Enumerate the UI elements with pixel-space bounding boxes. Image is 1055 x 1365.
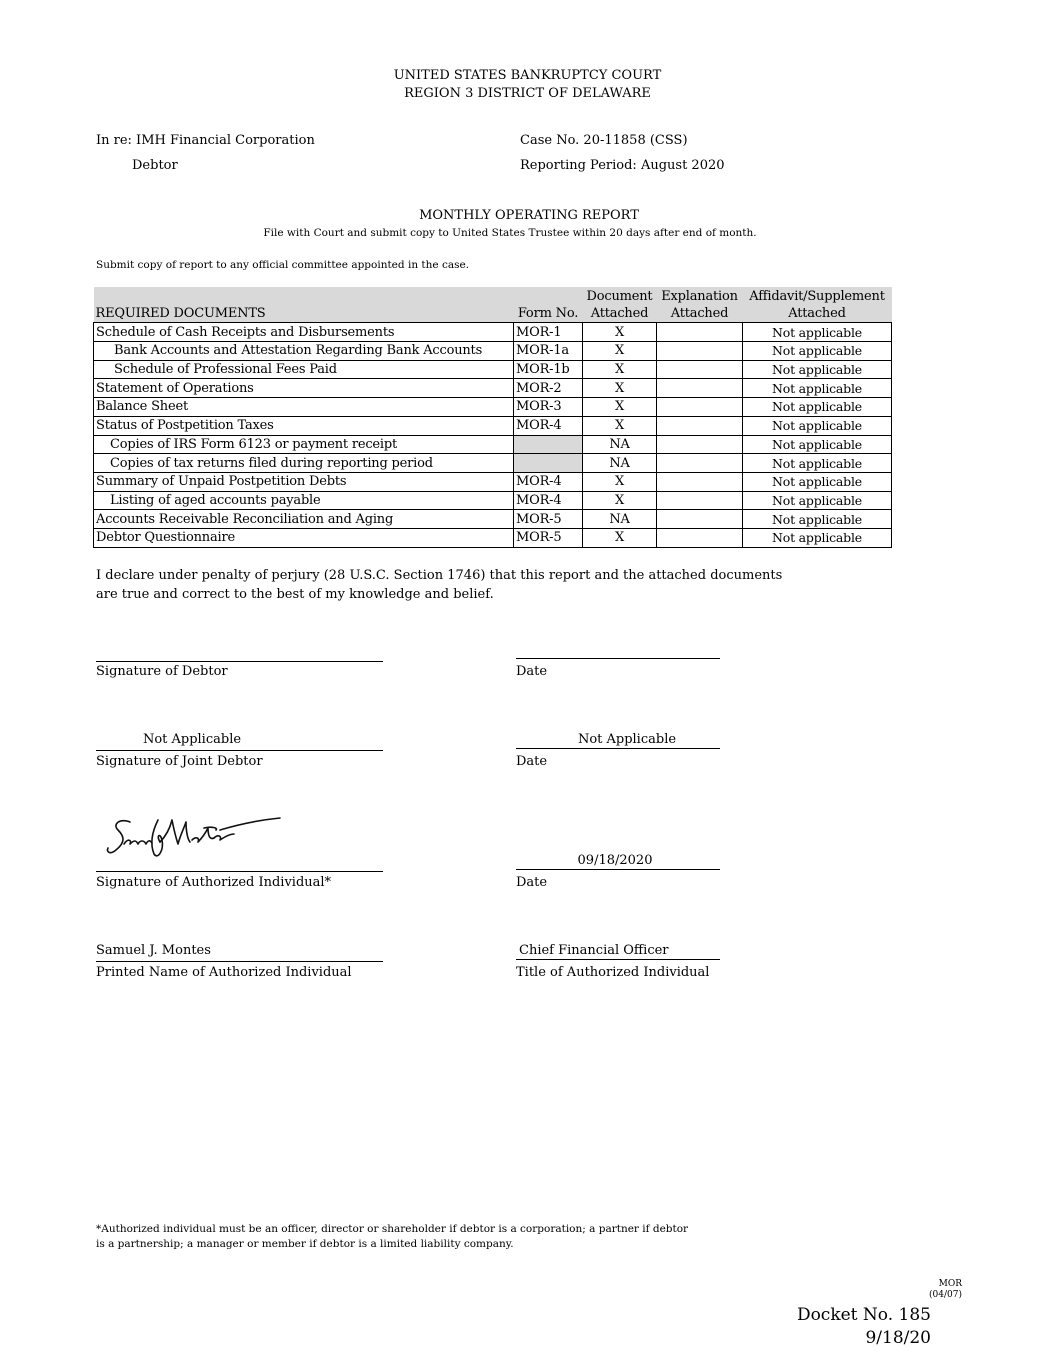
row-document-name: Status of Postpetition Taxes [94, 416, 514, 435]
row-affidavit-attached: Not applicable [743, 491, 892, 510]
table-row [94, 472, 892, 491]
row-document-name: Accounts Receivable Reconciliation and Aging [94, 510, 514, 529]
joint-signature-value: Not Applicable [142, 732, 242, 747]
row-affidavit-attached: Not applicable [743, 472, 892, 491]
row-document-name: Schedule of Professional Fees Paid [94, 360, 514, 379]
row-document-attached: NA [583, 454, 657, 473]
row-document-attached: X [583, 416, 657, 435]
table-row [94, 416, 892, 435]
printed-name-value: Samuel J. Montes [96, 943, 211, 958]
table-row [94, 323, 892, 342]
row-explanation-attached [657, 491, 743, 510]
row-document-attached: NA [583, 435, 657, 454]
row-explanation-attached [657, 528, 743, 547]
row-document-name: Balance Sheet [94, 398, 514, 417]
in-re: In re: IMH Financial Corporation [96, 133, 315, 148]
row-document-attached: X [583, 323, 657, 342]
row-affidavit-attached: Not applicable [743, 510, 892, 529]
header-affidavit: Affidavit/Supplement [749, 288, 885, 304]
reporting-period: Reporting Period: August 2020 [520, 158, 725, 173]
debtor-date-line [516, 658, 720, 659]
title-line [516, 959, 720, 960]
joint-signature-line [96, 750, 383, 751]
footnote-line-2: is a partnership; a manager or member if debtor is a limited liability company. [96, 1238, 514, 1250]
report-title: MONTHLY OPERATING REPORT [419, 208, 639, 223]
debtor-date-label: Date [516, 664, 548, 679]
header-document: Document [586, 288, 653, 304]
joint-date-label: Date [516, 754, 548, 769]
table-row [94, 510, 892, 529]
row-form-no: MOR-4 [514, 416, 583, 435]
row-affidavit-attached: Not applicable [743, 360, 892, 379]
row-explanation-attached [657, 472, 743, 491]
printed-name-line [96, 961, 383, 962]
row-explanation-attached [657, 454, 743, 473]
joint-date-line [516, 748, 720, 749]
row-affidavit-attached: Not applicable [743, 379, 892, 398]
row-explanation-attached [657, 435, 743, 454]
debtor-label: Debtor [132, 158, 178, 173]
header-form-no: Form No. [517, 306, 579, 322]
row-document-name: Summary of Unpaid Postpetition Debts [94, 472, 514, 491]
form-code: MOR [938, 1279, 962, 1289]
row-document-name: Listing of aged accounts payable [94, 491, 514, 510]
table-row [94, 360, 892, 379]
row-form-no: MOR-4 [514, 491, 583, 510]
debtor-signature-label: Signature of Debtor [96, 664, 228, 679]
row-document-name: Statement of Operations [94, 379, 514, 398]
row-affidavit-attached: Not applicable [743, 323, 892, 342]
declaration-line-1: I declare under penalty of perjury (28 U.S.C. Section 1746) that this report and the attached documents [96, 568, 783, 583]
row-document-attached: NA [583, 510, 657, 529]
row-explanation-attached [657, 360, 743, 379]
row-explanation-attached [657, 379, 743, 398]
title-label: Title of Authorized Individual [516, 965, 710, 980]
header-document-attached: Attached [590, 306, 649, 322]
row-explanation-attached [657, 323, 743, 342]
authorized-date-label: Date [516, 875, 548, 890]
joint-date-value: Not Applicable [577, 732, 677, 747]
declaration-line-2: are true and correct to the best of my knowledge and belief. [96, 587, 494, 602]
authorized-signature-line [96, 871, 383, 872]
authorized-date-value: 09/18/2020 [577, 853, 653, 868]
title-value: Chief Financial Officer [519, 943, 669, 958]
table-row [94, 454, 892, 473]
row-affidavit-attached: Not applicable [743, 342, 892, 361]
row-document-attached: X [583, 398, 657, 417]
table-header-row-top [94, 287, 892, 305]
row-form-no: MOR-1b [514, 360, 583, 379]
joint-signature-label: Signature of Joint Debtor [96, 754, 263, 769]
table-row [94, 379, 892, 398]
row-affidavit-attached: Not applicable [743, 454, 892, 473]
row-form-no: MOR-2 [514, 379, 583, 398]
committee-note: Submit copy of report to any official committee appointed in the case. [96, 259, 470, 271]
report-instruction: File with Court and submit copy to United States Trustee within 20 days after end of month. [263, 227, 757, 239]
row-document-name: Debtor Questionnaire [94, 528, 514, 547]
table-row [94, 435, 892, 454]
header-affidavit-attached: Attached [788, 306, 846, 322]
authorized-date-line [516, 869, 720, 870]
table-row [94, 398, 892, 417]
header-explanation-attached: Attached [670, 306, 729, 322]
row-document-name: Copies of IRS Form 6123 or payment receipt [94, 435, 514, 454]
row-form-no: MOR-4 [514, 472, 583, 491]
handwritten-signature [100, 810, 290, 865]
row-form-no: MOR-1 [514, 323, 583, 342]
row-form-no: MOR-3 [514, 398, 583, 417]
required-documents-table [93, 287, 892, 548]
row-document-attached: X [583, 342, 657, 361]
row-document-attached: X [583, 528, 657, 547]
row-form-no: MOR-5 [514, 510, 583, 529]
row-document-attached: X [583, 360, 657, 379]
row-explanation-attached [657, 510, 743, 529]
row-affidavit-attached: Not applicable [743, 416, 892, 435]
header-required-documents: REQUIRED DOCUMENTS [95, 306, 266, 322]
case-number: Case No. 20-11858 (CSS) [520, 133, 688, 148]
authorized-signature-label: Signature of Authorized Individual* [96, 875, 332, 890]
form-revision: (04/07) [929, 1290, 962, 1300]
court-name: UNITED STATES BANKRUPTCY COURT [393, 68, 662, 83]
docket-number: Docket No. 185 [796, 1305, 931, 1325]
row-document-name: Copies of tax returns filed during reporting period [94, 454, 514, 473]
row-explanation-attached [657, 342, 743, 361]
table-row [94, 528, 892, 547]
table-row [94, 491, 892, 510]
docket-date: 9/18/20 [865, 1328, 931, 1348]
row-document-name: Bank Accounts and Attestation Regarding Bank Accounts [94, 342, 514, 361]
row-affidavit-attached: Not applicable [743, 528, 892, 547]
row-explanation-attached [657, 416, 743, 435]
row-document-name: Schedule of Cash Receipts and Disbursements [94, 323, 514, 342]
row-explanation-attached [657, 398, 743, 417]
footnote-line-1: *Authorized individual must be an officer, director or shareholder if debtor is a corporation; a partner if debtor [96, 1223, 689, 1235]
table-row [94, 342, 892, 361]
row-form-no [514, 454, 583, 473]
row-document-attached: X [583, 379, 657, 398]
header-explanation: Explanation [661, 288, 738, 304]
court-district: REGION 3 DISTRICT OF DELAWARE [404, 86, 651, 101]
row-form-no [514, 435, 583, 454]
row-form-no: MOR-5 [514, 528, 583, 547]
row-document-attached: X [583, 491, 657, 510]
table-header-row-bottom [94, 305, 892, 323]
debtor-signature-line [96, 661, 383, 662]
row-affidavit-attached: Not applicable [743, 398, 892, 417]
row-form-no: MOR-1a [514, 342, 583, 361]
row-document-attached: X [583, 472, 657, 491]
row-affidavit-attached: Not applicable [743, 435, 892, 454]
printed-name-label: Printed Name of Authorized Individual [96, 965, 352, 980]
